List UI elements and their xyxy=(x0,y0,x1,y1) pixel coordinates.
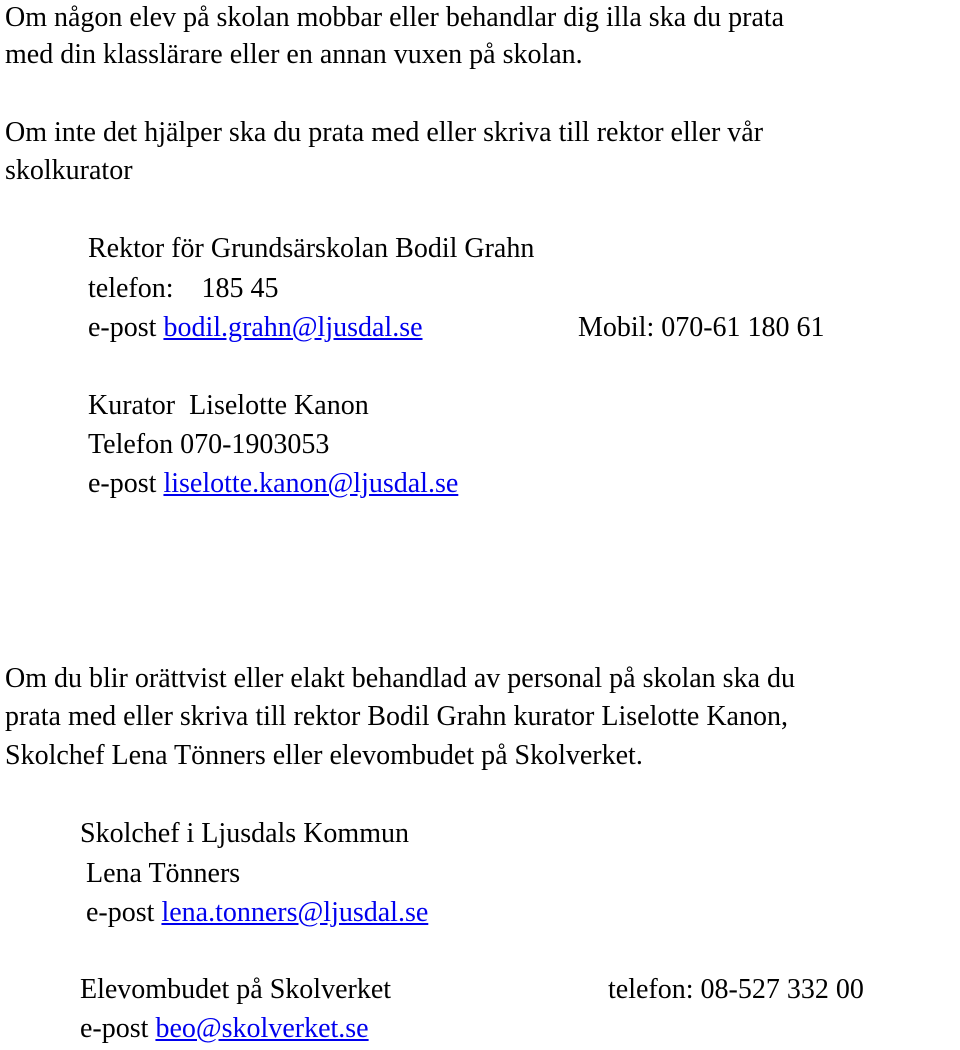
kurator-email-row xyxy=(88,464,458,503)
rektor-mobile-label: Mobil: xyxy=(578,312,655,343)
skolchef-title: Skolchef i Ljusdals Kommun xyxy=(80,818,409,849)
rektor-email-row xyxy=(88,308,423,347)
rektor-mobile-row xyxy=(578,308,825,347)
elevombudet-phone: 08-527 332 00 xyxy=(700,974,864,1005)
rektor-mobile: 070-61 180 61 xyxy=(661,312,825,343)
kurator-title-row xyxy=(88,386,369,425)
rektor-title: Rektor för Grundsärskolan Bodil Grahn xyxy=(88,233,535,264)
staff-paragraph-line-3: Skolchef Lena Tönners eller elevombudet på Skolverket. xyxy=(5,740,643,771)
elevombudet-email-row xyxy=(80,1009,369,1048)
kurator-phone: 070-1903053 xyxy=(180,429,330,460)
staff-paragraph-line-1: Om du blir orättvist eller elakt behandlad av personal på skolan ska du xyxy=(5,663,796,694)
kurator-label: Kurator xyxy=(88,390,176,421)
intro-line-2: med din klasslärare eller en annan vuxen på skolan. xyxy=(5,39,583,70)
elevombudet-phone-row xyxy=(608,970,864,1009)
kurator-phone-row xyxy=(88,425,329,464)
elevombudet-title: Elevombudet på Skolverket xyxy=(80,974,392,1005)
rektor-phone: 185 45 xyxy=(201,273,279,304)
kurator-phone-label: Telefon xyxy=(88,429,174,460)
kurator-email-link[interactable]: liselotte.kanon@ljusdal.se xyxy=(163,468,459,499)
staff-paragraph-line-2: prata med eller skriva till rektor Bodil Grahn kurator Liselotte Kanon, xyxy=(5,701,788,732)
elevombudet-phone-label: telefon: xyxy=(608,974,694,1005)
kurator-name: Liselotte Kanon xyxy=(189,390,369,421)
rektor-email-link[interactable]: bodil.grahn@ljusdal.se xyxy=(163,312,423,343)
skolchef-email-link[interactable]: lena.tonners@ljusdal.se xyxy=(161,897,429,928)
escalation-line-1: Om inte det hjälper ska du prata med eller skriva till rektor eller vår xyxy=(5,117,764,148)
intro-line-1: Om någon elev på skolan mobbar eller behandlar dig illa ska du prata xyxy=(5,2,785,33)
elevombudet-email-label: e-post xyxy=(80,1013,149,1044)
rektor-phone-row xyxy=(88,269,279,308)
elevombudet-email-link[interactable]: beo@skolverket.se xyxy=(155,1013,369,1044)
rektor-email-label: e-post xyxy=(88,312,157,343)
skolchef-email-row xyxy=(86,893,428,932)
skolchef-name: Lena Tönners xyxy=(86,858,241,889)
skolchef-email-label: e-post xyxy=(86,897,155,928)
rektor-phone-label: telefon: xyxy=(88,273,174,304)
escalation-line-2: skolkurator xyxy=(5,155,133,186)
kurator-email-label: e-post xyxy=(88,468,157,499)
